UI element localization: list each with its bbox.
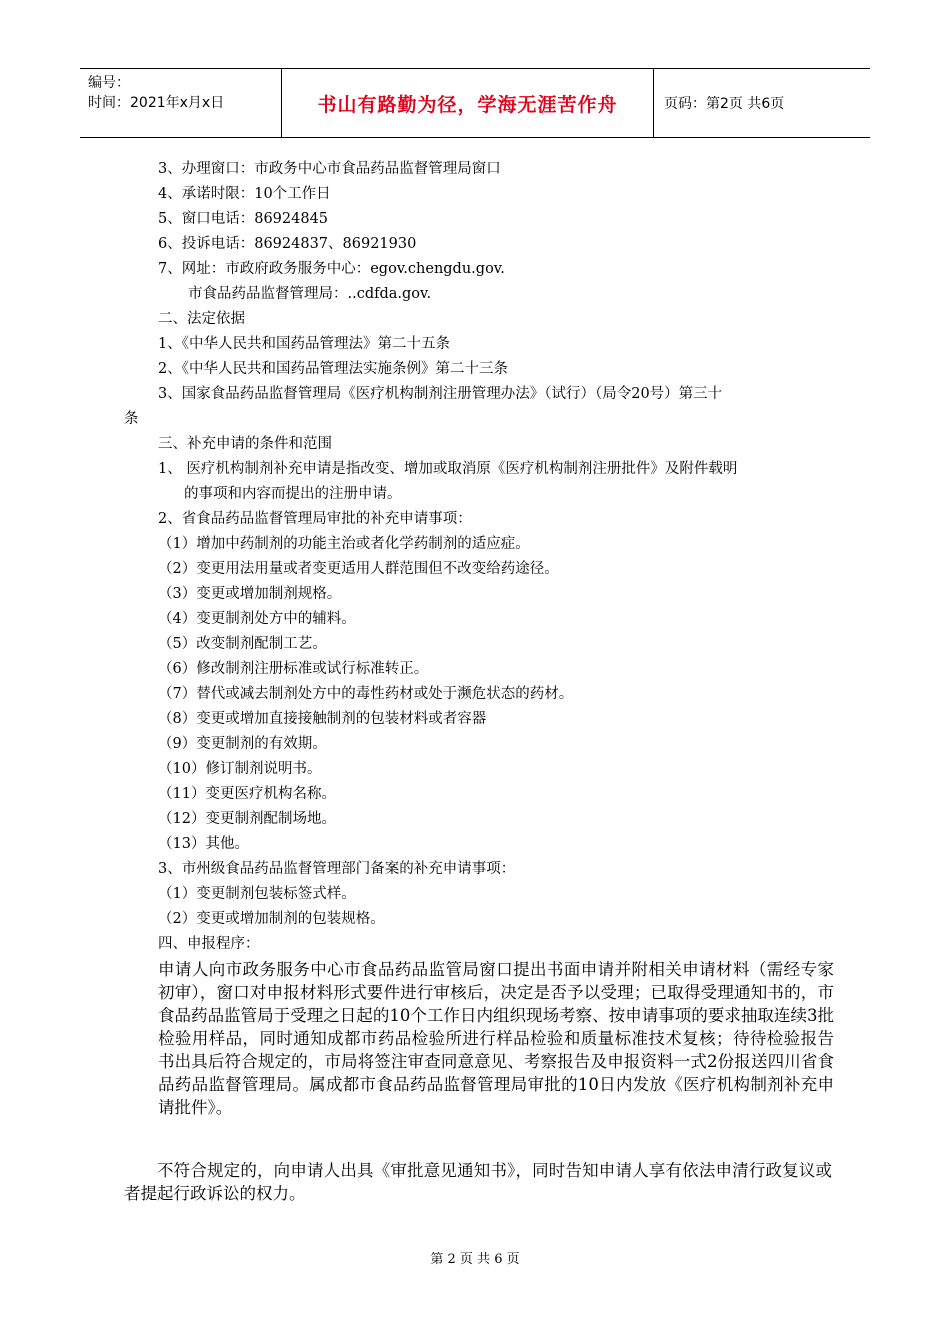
list-item: （9）变更制剂的有效期。 [158, 736, 327, 752]
motto-text: 书山有路勤为径，学海无涯苦作舟 [317, 93, 618, 116]
list-item: （5）改变制剂配制工艺。 [158, 636, 327, 652]
rejection-paragraph: 不符合规定的，向申请人出具《审批意见通知书》，同时告知申请人享有依法申清行政复议或者提起行政诉讼的权力。 [124, 1161, 832, 1203]
list-item: （1）变更制剂包装标签式样。 [158, 886, 356, 902]
text-line: 7、网址：市政府政务服务中心：egov.chengdu.gov. [158, 261, 505, 277]
text-line: 1、《中华人民共和国药品管理法》第二十五条 [158, 336, 450, 352]
list-item: （4）变更制剂处方中的辅料。 [158, 611, 356, 627]
list-item: （12）变更制剂配制场地。 [158, 811, 336, 827]
section-heading: 三、补充申请的条件和范围 [158, 436, 332, 452]
page-footer: 第 2 页 共 6 页 [430, 1252, 520, 1267]
list-item: （11）变更医疗机构名称。 [158, 786, 336, 802]
list-item: （3）变更或增加制剂规格。 [158, 586, 342, 602]
text-line: 4、承诺时限：10个工作日 [158, 186, 331, 202]
list-item: （7）替代或减去制剂处方中的毒性药材或处于濒危状态的药材。 [158, 686, 574, 702]
header-page-cell [654, 69, 870, 137]
header-info-cell [80, 69, 282, 137]
list-item: （13）其他。 [158, 836, 249, 852]
text-line: 市食品药品监督管理局：..cdfda.gov. [188, 286, 432, 302]
number-label: 编号： [88, 75, 130, 91]
date-label: 时间：2021年x月x日 [88, 95, 225, 111]
list-item: （8）变更或增加直接接触制剂的包装材料或者容器 [158, 711, 487, 727]
text-line: 3、国家食品药品监督管理局《医疗机构制剂注册管理办法》（试行）（局令20号）第三十 [158, 386, 723, 402]
header-motto-cell [282, 69, 654, 137]
text-line: 的事项和内容而提出的注册申请。 [184, 486, 402, 502]
page-number-label: 页码：第2页 共6页 [664, 96, 785, 112]
text-line: 3、办理窗口：市政务中心市食品药品监督管理局窗口 [158, 161, 501, 177]
page-header [80, 68, 870, 138]
list-item: （2）变更或增加制剂的包装规格。 [158, 911, 385, 927]
text-line: 2、《中华人民共和国药品管理法实施条例》第二十三条 [158, 361, 508, 377]
text-line: 6、投诉电话：86924837、86921930 [158, 236, 417, 252]
text-line: 5、窗口电话：86924845 [158, 211, 329, 227]
list-item: （2）变更用法用量或者变更适用人群范围但不改变给药途径。 [158, 561, 559, 577]
list-item: （6）修改制剂注册标准或试行标准转正。 [158, 661, 429, 677]
list-item: （1）增加中药制剂的功能主治或者化学药制剂的适应症。 [158, 536, 530, 552]
section-heading: 二、法定依据 [158, 311, 245, 327]
text-line: 3、市州级食品药品监督管理部门备案的补充申请事项： [158, 861, 516, 877]
list-item: （10）修订制剂说明书。 [158, 761, 322, 777]
text-line: 1、 医疗机构制剂补充申请是指改变、增加或取消原《医疗机构制剂注册批件》及附件载明 [158, 461, 738, 477]
text-line: 2、省食品药品监督管理局审批的补充申请事项： [158, 511, 472, 527]
text-line: 条 [124, 411, 139, 427]
procedure-paragraph: 申请人向市政务服务中心市食品药品监管局窗口提出书面申请并附相关申请材料（需经专家初审），窗口对申报材料形式要件进行审核后，决定是否予以受理；已取得受理通知书的，市食品药品监管局于受理之日起的10个工作日内组织现场考察、按申请事项的要求抽取连续3批检验用样品，同时通知成都市药品检验所进行样品检验和质量标准技术复核；待待检验报告书出具后符合规定的，市局将签注审查同意意见、考察报告及申报资料一式2份报送四川省食品药品监督管理局。属成都市食品药品监督管理局审批的10日内发放《医疗机构制剂补充申请批件》。 [158, 960, 834, 1117]
section-heading: 四、申报程序： [158, 936, 260, 952]
